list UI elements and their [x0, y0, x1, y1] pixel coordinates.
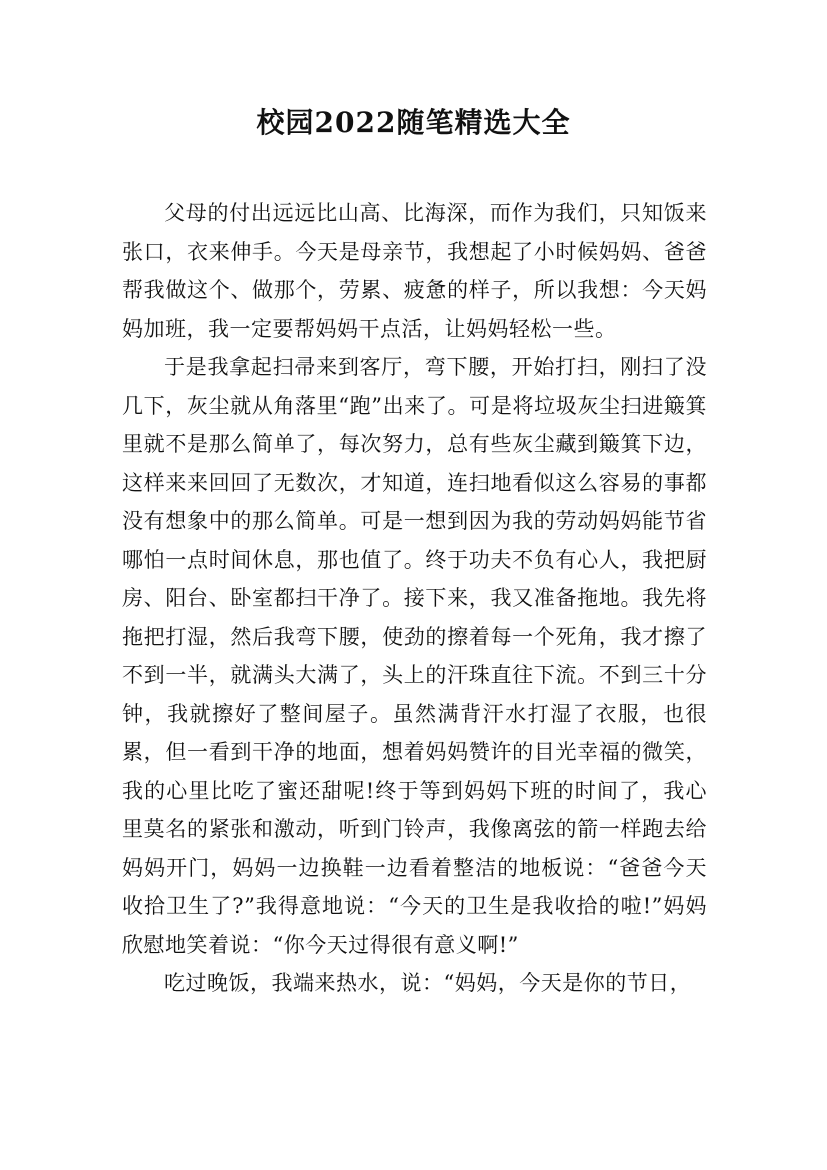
paragraph-2: 于是我拿起扫帚来到客厅，弯下腰，开始打扫，刚扫了没几下，灰尘就从角落里“跑”出来了。可是将垃圾灰尘扫进簸箕里就不是那么简单了，每次努力，总有些灰尘藏到簸箕下边，这样来来回回了无数次，才知道，连扫地看似这么容易的事都没有想象中的那么简单。可是一想到因为我的劳动妈妈能节省哪怕一点时间休息，那也值了。终于功夫不负有心人，我把厨房、阳台、卧室都扫干净了。接下来，我又准备拖地。我先将拖把打湿，然后我弯下腰，使劲的擦着每一个死角，我才擦了不到一半，就满头大满了，头上的汗珠直往下流。不到三十分钟，我就擦好了整间屋子。虽然满背汗水打湿了衣服，也很累，但一看到干净的地面，想着妈妈赞许的目光幸福的微笑，我的心里比吃了蜜还甜呢!终于等到妈妈下班的时间了，我心里莫名的紧张和激动，听到门铃声，我像离弦的箭一样跑去给妈妈开门，妈妈一边换鞋一边看着整洁的地板说：“爸爸今天收拾卫生了?”我得意地说：“今天的卫生是我收拾的啦!”妈妈欣慰地笑着说：“你今天过得很有意义啊!”: [122, 355, 707, 957]
paragraph-1: 父母的付出远远比山高、比海深，而作为我们，只知饭来张口，衣来伸手。今天是母亲节，我想起了小时候妈妈、爸爸帮我做这个、做那个，劳累、疲惫的样子，所以我想：今天妈妈加班，我一定要帮妈妈干点活，让妈妈轻松一些。: [122, 201, 707, 341]
document-title: 校园2022随笔精选大全: [256, 106, 571, 139]
paragraph-3: 吃过晚饭，我端来热水，说：“妈妈，今天是你的节日，: [164, 971, 692, 995]
document-body: [122, 194, 707, 1003]
